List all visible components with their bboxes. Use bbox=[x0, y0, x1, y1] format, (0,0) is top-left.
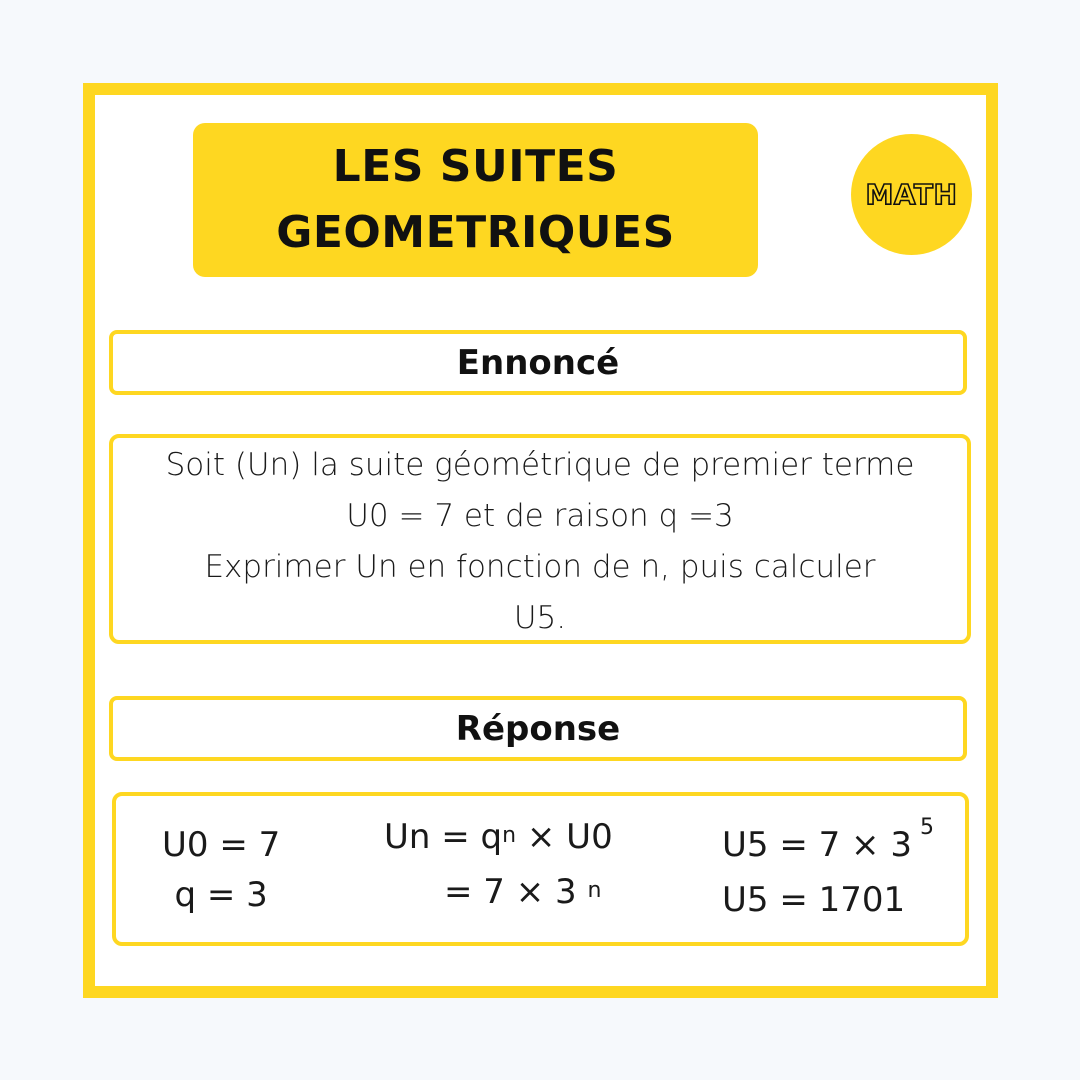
formula-line-1-exponent: n bbox=[502, 823, 517, 848]
u0-value: U0 = 7 bbox=[162, 825, 281, 865]
math-badge-label: MATH bbox=[865, 178, 958, 211]
formula-line-1-tail: × U0 bbox=[516, 817, 613, 857]
enonce-line-1: Soit (Un) la suite géométrique de premier terme bbox=[165, 447, 915, 483]
formula-line-1-base: Un = q bbox=[384, 817, 503, 857]
q-value: q = 3 bbox=[174, 875, 268, 915]
u5-line-1-exponent: 5 bbox=[920, 815, 934, 840]
u5-result: U5 = 1701 bbox=[722, 880, 906, 920]
formula-line-2-base: = 7 × 3 bbox=[444, 872, 588, 912]
reponse-box bbox=[112, 792, 969, 946]
general-formula bbox=[384, 812, 613, 922]
enonce-label: Ennoncé bbox=[456, 342, 620, 383]
u5-line-1 bbox=[722, 815, 934, 875]
enonce-line-4: U5. bbox=[513, 600, 567, 636]
math-badge bbox=[851, 134, 972, 255]
title-banner bbox=[193, 123, 758, 277]
enonce-line-3: Exprimer Un en fonction de n, puis calculer bbox=[204, 549, 876, 585]
enonce-label-box bbox=[109, 330, 967, 395]
formula-line-2 bbox=[384, 867, 613, 922]
enonce-line-2: U0 = 7 et de raison q =3 bbox=[346, 498, 734, 534]
u5-calculation bbox=[722, 815, 934, 925]
title-line-2: GEOMETRIQUES bbox=[276, 207, 675, 258]
title-line-1: LES SUITES bbox=[332, 141, 619, 192]
formula-line-2-exponent: n bbox=[587, 878, 602, 903]
formula-line-1 bbox=[384, 812, 613, 867]
given-values bbox=[162, 820, 280, 920]
reponse-label-box bbox=[109, 696, 967, 761]
reponse-label: Réponse bbox=[455, 708, 621, 749]
u5-line-1-base: U5 = 7 × 3 bbox=[722, 825, 912, 865]
enonce-text-box bbox=[109, 434, 971, 644]
